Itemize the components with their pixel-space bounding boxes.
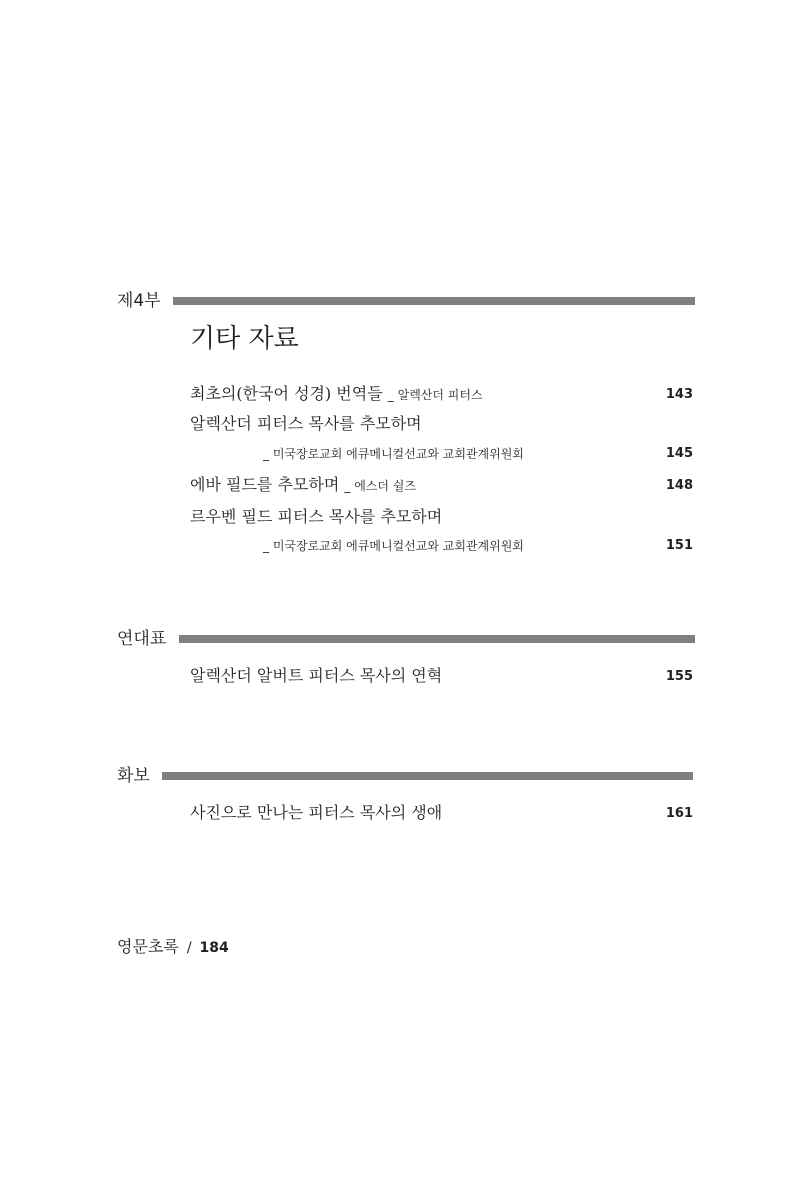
part4-divider-bar: [173, 297, 695, 305]
toc-entry-title-text: 르우벤 필드 피터스 목사를 추모하며: [190, 507, 443, 526]
toc-entry-title-text: 에바 필드를 추모하며: [190, 475, 340, 494]
toc-entry-author: _ 에스더 쉴즈: [344, 479, 416, 493]
toc-entry-title[interactable]: [190, 506, 442, 528]
chronology-divider-bar: [179, 635, 695, 643]
chronology-label: 연대표: [117, 629, 167, 649]
part4-title: 기타 자료: [190, 324, 299, 354]
toc-entry-title-text: 알렉산더 피터스 목사를 추모하며: [190, 414, 422, 433]
toc-page-number[interactable]: 148: [665, 478, 693, 493]
toc-entry-title[interactable]: [190, 474, 416, 497]
english-abstract-entry[interactable]: [117, 936, 229, 959]
english-abstract-page: 184: [199, 940, 229, 956]
photos-header: [117, 764, 695, 788]
toc-page-number[interactable]: 143: [665, 387, 693, 402]
toc-entry-author: _ 미국장로교회 에큐메니컬선교와 교회관계위원회: [263, 539, 524, 553]
toc-entry-title-text: 알렉산더 알버트 피터스 목사의 연혁: [190, 666, 443, 685]
toc-entry-title[interactable]: [190, 802, 442, 824]
toc-entry-author: _ 미국장로교회 에큐메니컬선교와 교회관계위원회: [263, 447, 524, 461]
toc-entry-title-text: 사진으로 만나는 피터스 목사의 생애: [190, 803, 443, 822]
toc-page-number[interactable]: 161: [665, 806, 693, 821]
toc-page-number[interactable]: 155: [665, 669, 693, 684]
toc-entry-title[interactable]: [190, 413, 422, 435]
toc-entry-title[interactable]: [190, 665, 442, 687]
toc-page-number[interactable]: 151: [665, 538, 693, 553]
part4-label: 제4부: [117, 291, 161, 311]
toc-page-number[interactable]: 145: [665, 446, 693, 461]
toc-entry-title[interactable]: [190, 383, 483, 406]
photos-label: 화보: [117, 766, 150, 786]
part4-header: [117, 289, 695, 313]
toc-entry-title-text: 최초의(한국어 성경) 번역들: [190, 384, 383, 403]
abstract-separator: /: [186, 940, 192, 956]
photos-divider-bar: [162, 772, 693, 780]
chronology-header: [117, 627, 695, 651]
toc-entry-author: _ 알렉산더 피터스: [387, 388, 483, 402]
english-abstract-label: 영문초록: [117, 937, 179, 956]
